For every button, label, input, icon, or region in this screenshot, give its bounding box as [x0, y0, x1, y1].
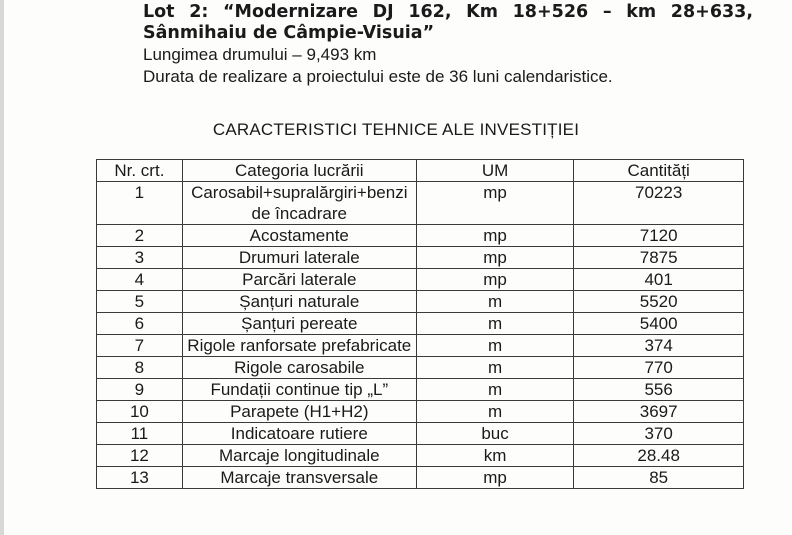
table-title: CARACTERISTICI TEHNICE ALE INVESTIȚIEI [212, 120, 580, 139]
cell-quantity: 5520 [574, 291, 744, 313]
table-row [97, 379, 744, 401]
cell-nr: 13 [97, 467, 183, 489]
cell-um: mp [416, 247, 574, 269]
cell-um: m [416, 291, 574, 313]
table-row [97, 357, 744, 379]
cell-um: m [416, 401, 574, 423]
table-row [97, 467, 744, 489]
table-row [97, 182, 744, 225]
cell-category: Drumuri laterale [182, 247, 416, 269]
page-edge [0, 0, 4, 535]
cell-quantity: 85 [574, 467, 744, 489]
cell-category: Marcaje transversale [182, 467, 416, 489]
cell-category: Șanțuri naturale [182, 291, 416, 313]
cell-quantity: 70223 [574, 182, 744, 225]
cell-category: Indicatoare rutiere [182, 423, 416, 445]
cell-nr: 12 [97, 445, 183, 467]
lot-title: Lot 2: “Modernizare DJ 162, Km 18+526 – km 28+633, Sânmihaiu de Câmpie-Visuia” [143, 2, 753, 43]
cell-um: m [416, 379, 574, 401]
cell-nr: 1 [97, 182, 183, 225]
cell-quantity: 5400 [574, 313, 744, 335]
cell-quantity: 770 [574, 357, 744, 379]
cell-quantity: 28.48 [574, 445, 744, 467]
table-row [97, 247, 744, 269]
cell-um: mp [416, 467, 574, 489]
table-row [97, 225, 744, 247]
cell-nr: 4 [97, 269, 183, 291]
cell-category: Rigole ranforsate prefabricate [182, 335, 416, 357]
cell-category: Parapete (H1+H2) [182, 401, 416, 423]
cell-um: m [416, 313, 574, 335]
cell-nr: 5 [97, 291, 183, 313]
cell-nr: 10 [97, 401, 183, 423]
table-row [97, 291, 744, 313]
header-category: Categoria lucrării [182, 160, 416, 182]
cell-quantity: 374 [574, 335, 744, 357]
cell-nr: 6 [97, 313, 183, 335]
table-row [97, 335, 744, 357]
cell-quantity: 3697 [574, 401, 744, 423]
cell-um: buc [416, 423, 574, 445]
cell-quantity: 556 [574, 379, 744, 401]
cell-category: Acostamente [182, 225, 416, 247]
cell-nr: 8 [97, 357, 183, 379]
cell-quantity: 401 [574, 269, 744, 291]
header-nr: Nr. crt. [97, 160, 183, 182]
project-duration: Durata de realizare a proiectului este de 36 luni calendaristice. [143, 67, 613, 86]
cell-um: m [416, 335, 574, 357]
cell-um: mp [416, 269, 574, 291]
cell-quantity: 370 [574, 423, 744, 445]
table-header-row [97, 160, 744, 182]
cell-category: Parcări laterale [182, 269, 416, 291]
cell-category: Șanțuri pereate [182, 313, 416, 335]
cell-category: Fundații continue tip „L” [182, 379, 416, 401]
road-length: Lungimea drumului – 9,493 km [143, 45, 377, 64]
header-um: UM [416, 160, 574, 182]
technical-characteristics-table [96, 159, 744, 489]
cell-nr: 3 [97, 247, 183, 269]
table-row [97, 313, 744, 335]
lot-header [143, 2, 753, 88]
table-row [97, 445, 744, 467]
cell-um: km [416, 445, 574, 467]
table-row [97, 401, 744, 423]
cell-category: Carosabil+supralărgiri+benzi de încadrare [182, 182, 416, 225]
cell-um: m [416, 357, 574, 379]
cell-quantity: 7120 [574, 225, 744, 247]
cell-quantity: 7875 [574, 247, 744, 269]
cell-nr: 7 [97, 335, 183, 357]
cell-category: Marcaje longitudinale [182, 445, 416, 467]
header-quantity: Cantități [574, 160, 744, 182]
cell-category: Rigole carosabile [182, 357, 416, 379]
table-row [97, 269, 744, 291]
cell-nr: 11 [97, 423, 183, 445]
cell-nr: 9 [97, 379, 183, 401]
cell-um: mp [416, 182, 574, 225]
cell-um: mp [416, 225, 574, 247]
cell-nr: 2 [97, 225, 183, 247]
table-row [97, 423, 744, 445]
